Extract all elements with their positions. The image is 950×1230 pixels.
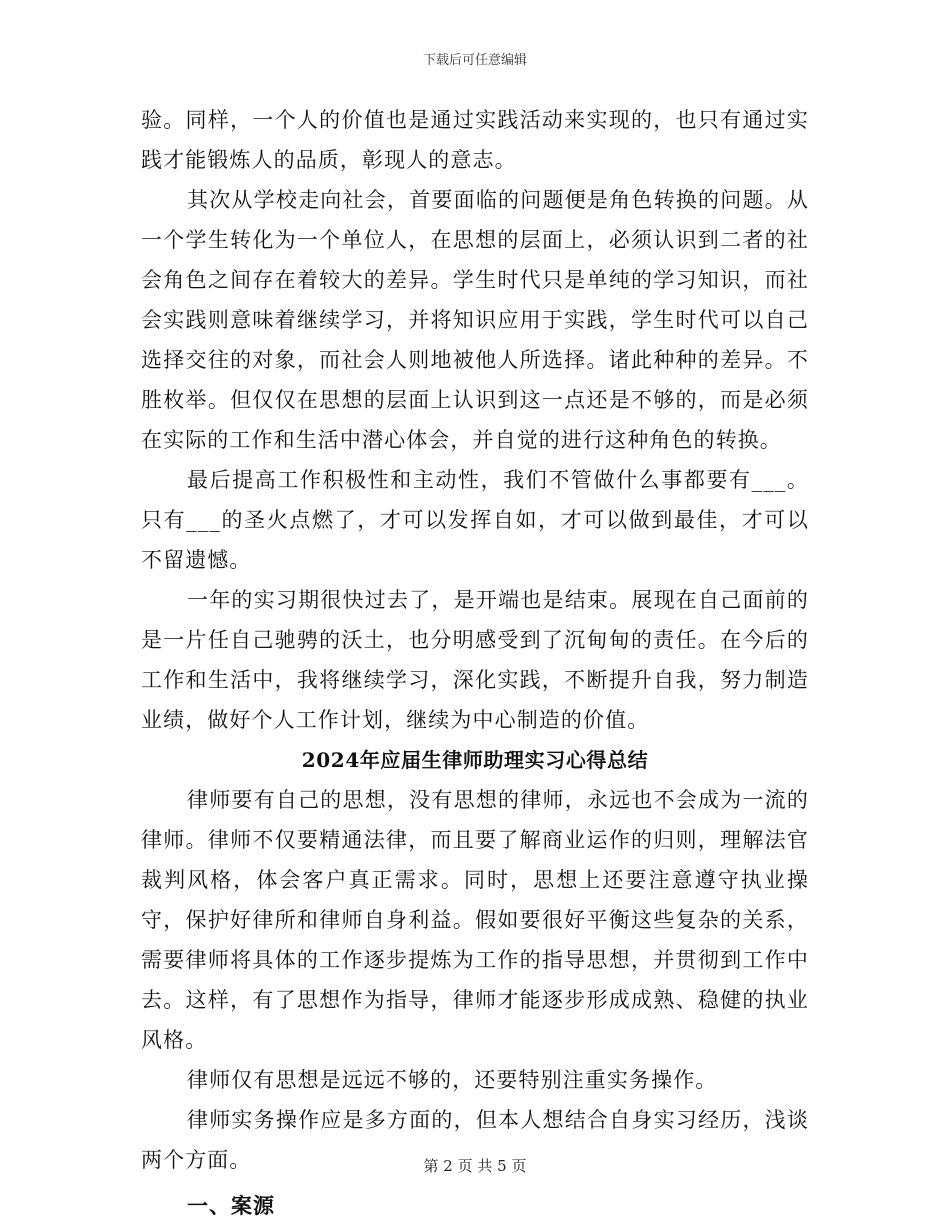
paragraph-lawyer-thinking: 律师要有自己的思想，没有思想的律师，永远也不会成为一流的律师。律师不仅要精通法律，而且要了解商业运作的归则，理解法官裁判风格，体会客户真正需求。同时，思想上还要注意遵守执业操守，保护好律所和律师自身利益。假如要很好平衡这些复杂的关系，需要律师将具体的工作逐步提炼为工作的指导思想，并贯彻到工作中去。这样，有了思想作为指导，律师才能逐步形成成熟、稳健的执业风格。 (141, 788, 809, 1052)
paragraph-continuation: 验。同样，一个人的价值也是通过实践活动来实现的，也只有通过实践才能锻炼人的品质，彰现人的意志。 (141, 108, 809, 172)
section-title: 2024年应届生律师助理实习心得总结 (301, 748, 649, 772)
page-number: 第 2 页 共 5 页 (423, 1157, 527, 1175)
subheading-case-source: 一、案源 (187, 1193, 275, 1218)
paragraph-practice: 律师仅有思想是远远不够的，还要特别注重实务操作。 (187, 1068, 718, 1092)
paragraph-two-aspects: 律师实务操作应是多方面的，但本人想结合自身实习经历，浅谈两个方面。 (141, 1108, 809, 1172)
document-body (141, 100, 809, 1226)
paragraph-conclusion: 一年的实习期很快过去了，是开端也是结束。展现在自己面前的是一片任自己驰骋的沃土，也分明感受到了沉甸甸的责任。在今后的工作和生活中，我将继续学习，深化实践，不断提升自我，努力制造业绩，做好个人工作计划，继续为中心制造的价值。 (141, 588, 809, 732)
page-header-note: 下载后可任意编辑 (422, 53, 527, 68)
paragraph-role-change: 其次从学校走向社会，首要面临的问题便是角色转换的问题。从一个学生转化为一个单位人，在思想的层面上，必须认识到二者的社会角色之间存在着较大的差异。学生时代只是单纯的学习知识，而社会实践则意味着继续学习，并将知识应用于实践，学生时代可以自己选择交往的对象，而社会人则地被他人所选择。诸此种种的差异。不胜枚举。但仅仅在思想的层面上认识到这一点还是不够的，而是必须在实际的工作和生活中潜心体会，并自觉的进行这种角色的转换。 (141, 188, 809, 452)
paragraph-initiative: 最后提高工作积极性和主动性，我们不管做什么事都要有___。只有___的圣火点燃了，才可以发挥自如，才可以做到最佳，才可以不留遗憾。 (141, 468, 809, 572)
